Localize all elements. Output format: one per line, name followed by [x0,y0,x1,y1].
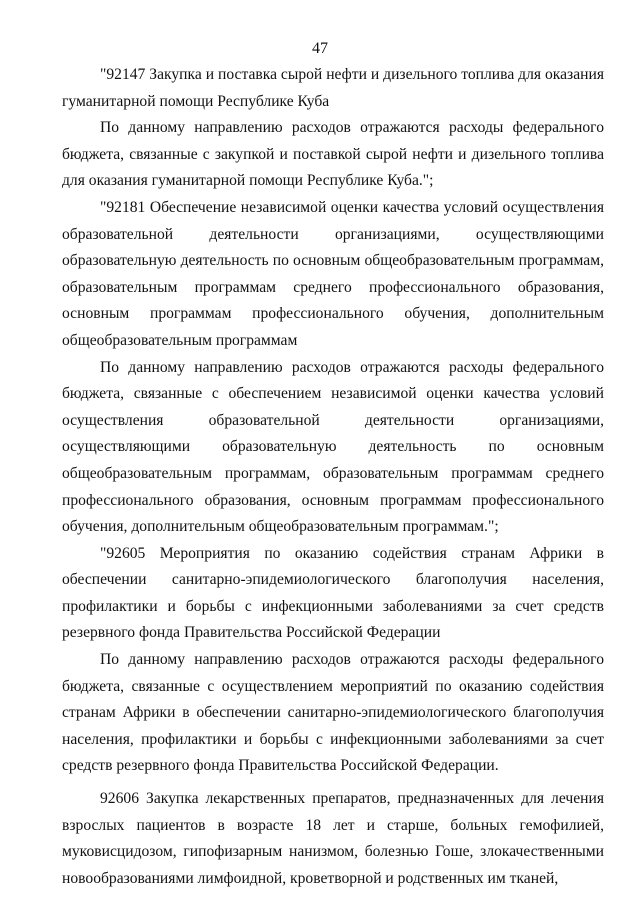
paragraph-92147-heading: "92147 Закупка и поставка сырой нефти и дизельного топлива для оказания гуманитарной помощи Республике Куба [62,66,604,110]
paragraph-92181-description: По данному направлению расходов отражаются расходы федерального бюджета, связанные с обеспечением независимой оценки качества условий осуществления образовательной деятельности организациями, осуществляющими образовательную деятельность по основным общеобразовательным программам, образовательным программам среднего профессионального образования, основным программам профессионального обучения, дополнительным общеобразовательным программам."; [62,358,604,536]
page-number: 47 [312,40,328,57]
paragraph-92605-description: По данному направлению расходов отражаются расходы федерального бюджета, связанные с осуществлением мероприятий по оказанию содействия странам Африки в обеспечении санитарно-эпидемиологического благополучия населения, профилактики и борьбы с инфекционными заболеваниями за счет средств резервного фонда Правительства Российской Федерации. [62,651,604,775]
paragraph-92147-description: По данному направлению расходов отражаются расходы федерального бюджета, связанные с закупкой и поставкой сырой нефти и дизельного топлива для оказания гуманитарной помощи Республике Куба."; [62,119,604,190]
document-body [62,62,604,892]
paragraph-92605-heading: "92605 Мероприятия по оказанию содействия странам Африки в обеспечении санитарно-эпидемиологического благополучия населения, профилактики и борьбы с инфекционными заболеваниями за счет средств резервного фонда Правительства Российской Федерации [62,544,604,642]
paragraph-92606-heading: 92606 Закупка лекарственных препаратов, предназначенных для лечения взрослых пациентов в возрасте 18 лет и старше, больных гемофилией, муковисцидозом, гипофизарным нанизмом, болезнью Гоше, злокачественными новообразованиями лимфоидной, кроветворной и родственных им тканей, [62,790,604,887]
paragraph-92181-heading: "92181 Обеспечение независимой оценки качества условий осуществления образовательной деятельности организациями, осуществляющими образовательную деятельность по основным общеобразовательным программам, образовательным программам среднего профессионального образования, основным программам профессионального обучения, дополнительным общеобразовательным программам [62,198,604,349]
